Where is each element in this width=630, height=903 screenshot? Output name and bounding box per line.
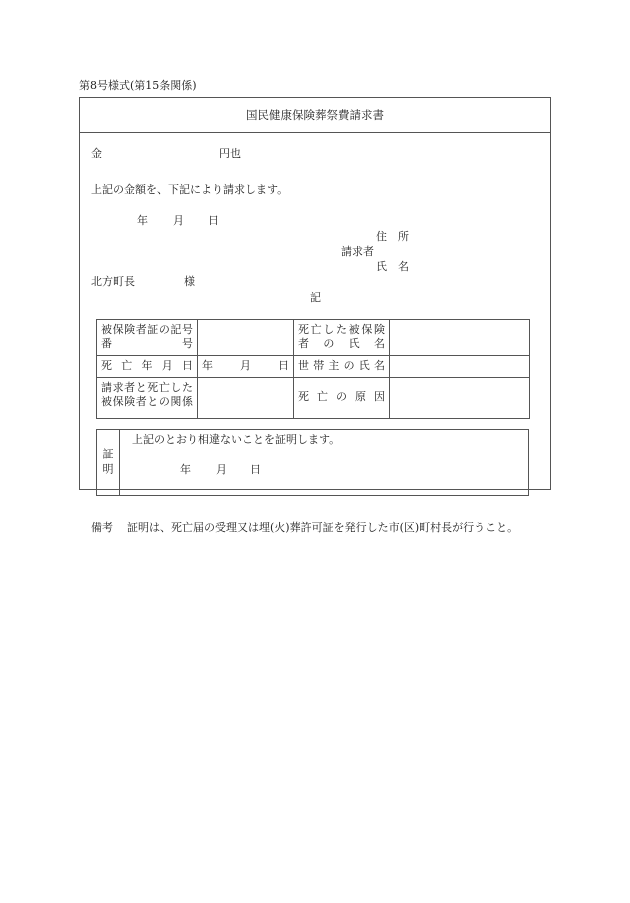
ki-heading: 記 bbox=[310, 291, 321, 304]
date-year: 年 bbox=[137, 214, 148, 227]
deceased-name-label: 死亡した被保険者の氏名 bbox=[294, 320, 390, 356]
certification-day: 日 bbox=[250, 463, 261, 476]
death-date-month: 月 bbox=[240, 358, 251, 372]
death-date-day: 日 bbox=[278, 358, 289, 372]
relationship-value bbox=[198, 377, 294, 418]
certification-text: 上記のとおり相違ないことを証明します。 bbox=[132, 433, 341, 446]
householder-name-value bbox=[390, 355, 530, 377]
form-title: 国民健康保険葬祭費請求書 bbox=[246, 108, 384, 122]
insured-card-number-label: 被保険者証の記号番号 bbox=[97, 320, 198, 356]
address-label: 住 所 bbox=[376, 230, 409, 243]
relationship-label: 請求者と死亡した被保険者との関係 bbox=[97, 377, 198, 418]
name-label: 氏 名 bbox=[376, 260, 409, 273]
footnote-text: 証明は、死亡届の受理又は埋(火)葬許可証を発行した市(区)町村長が行うこと。 bbox=[127, 521, 519, 534]
table-row bbox=[97, 355, 530, 377]
certification-box bbox=[96, 429, 529, 496]
certification-year: 年 bbox=[180, 463, 191, 476]
title-divider bbox=[79, 132, 551, 133]
date-month: 月 bbox=[173, 214, 184, 227]
death-date-value bbox=[198, 355, 294, 377]
amount-suffix: 円也 bbox=[219, 147, 241, 160]
householder-name-label: 世帯主の氏名 bbox=[294, 355, 390, 377]
request-sentence: 上記の金額を、下記により請求します。 bbox=[91, 183, 289, 196]
footnote-label: 備考 bbox=[91, 521, 113, 534]
certification-divider bbox=[119, 430, 120, 495]
certification-label: 証明 bbox=[101, 448, 114, 478]
date-day: 日 bbox=[208, 214, 219, 227]
death-date-year: 年 bbox=[202, 358, 213, 372]
cause-of-death-value bbox=[390, 377, 530, 418]
table-row bbox=[97, 377, 530, 418]
deceased-name-value bbox=[390, 320, 530, 356]
addressee-honorific: 様 bbox=[184, 275, 195, 288]
claimant-label: 請求者 bbox=[341, 245, 374, 258]
claim-info-table bbox=[96, 319, 530, 419]
certification-month: 月 bbox=[216, 463, 227, 476]
death-date-label: 死亡年月日 bbox=[97, 355, 198, 377]
cause-of-death-label: 死亡の原因 bbox=[294, 377, 390, 418]
addressee-name: 北方町長 bbox=[91, 275, 135, 288]
form-number: 第8号様式(第15条関係) bbox=[79, 79, 197, 92]
insured-card-number-value bbox=[198, 320, 294, 356]
table-row bbox=[97, 320, 530, 356]
amount-prefix: 金 bbox=[91, 147, 102, 160]
